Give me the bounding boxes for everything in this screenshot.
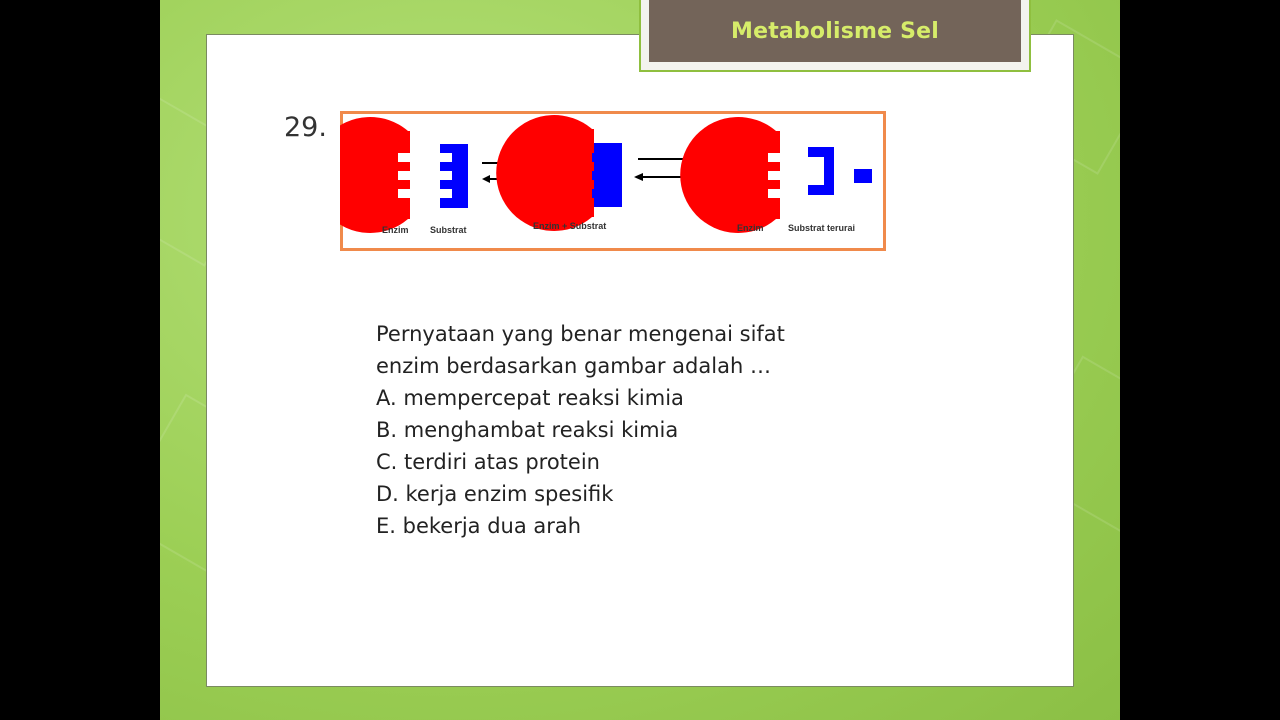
- label-enzim-1: Enzim: [382, 225, 409, 235]
- option-c: C. terdiri atas protein: [376, 450, 600, 474]
- option-e: E. bekerja dua arah: [376, 514, 582, 538]
- enzyme-substrate-figure: [340, 111, 886, 251]
- question-block: [376, 318, 785, 542]
- label-enzim-substrat: Enzim + Substrat: [533, 221, 607, 231]
- title-box: [639, 0, 1031, 72]
- option-d: D. kerja enzim spesifik: [376, 482, 614, 506]
- label-substrat-terurai: Substrat terurai: [788, 223, 856, 233]
- title-banner: [649, 0, 1021, 62]
- option-a: A. mempercepat reaksi kimia: [376, 386, 684, 410]
- question-line-1: Pernyataan yang benar mengenai sifat: [376, 322, 785, 346]
- question-line-2: enzim berdasarkan gambar adalah …: [376, 354, 771, 378]
- label-enzim-2: Enzim: [737, 223, 764, 233]
- label-substrat-1: Substrat: [430, 225, 467, 235]
- question-number: 29.: [284, 112, 327, 143]
- slide-title: Metabolisme Sel: [730, 18, 940, 44]
- option-b: B. menghambat reaksi kimia: [376, 418, 679, 442]
- substrate-shape-1: [440, 144, 468, 208]
- enzyme-shape-1: [340, 117, 410, 233]
